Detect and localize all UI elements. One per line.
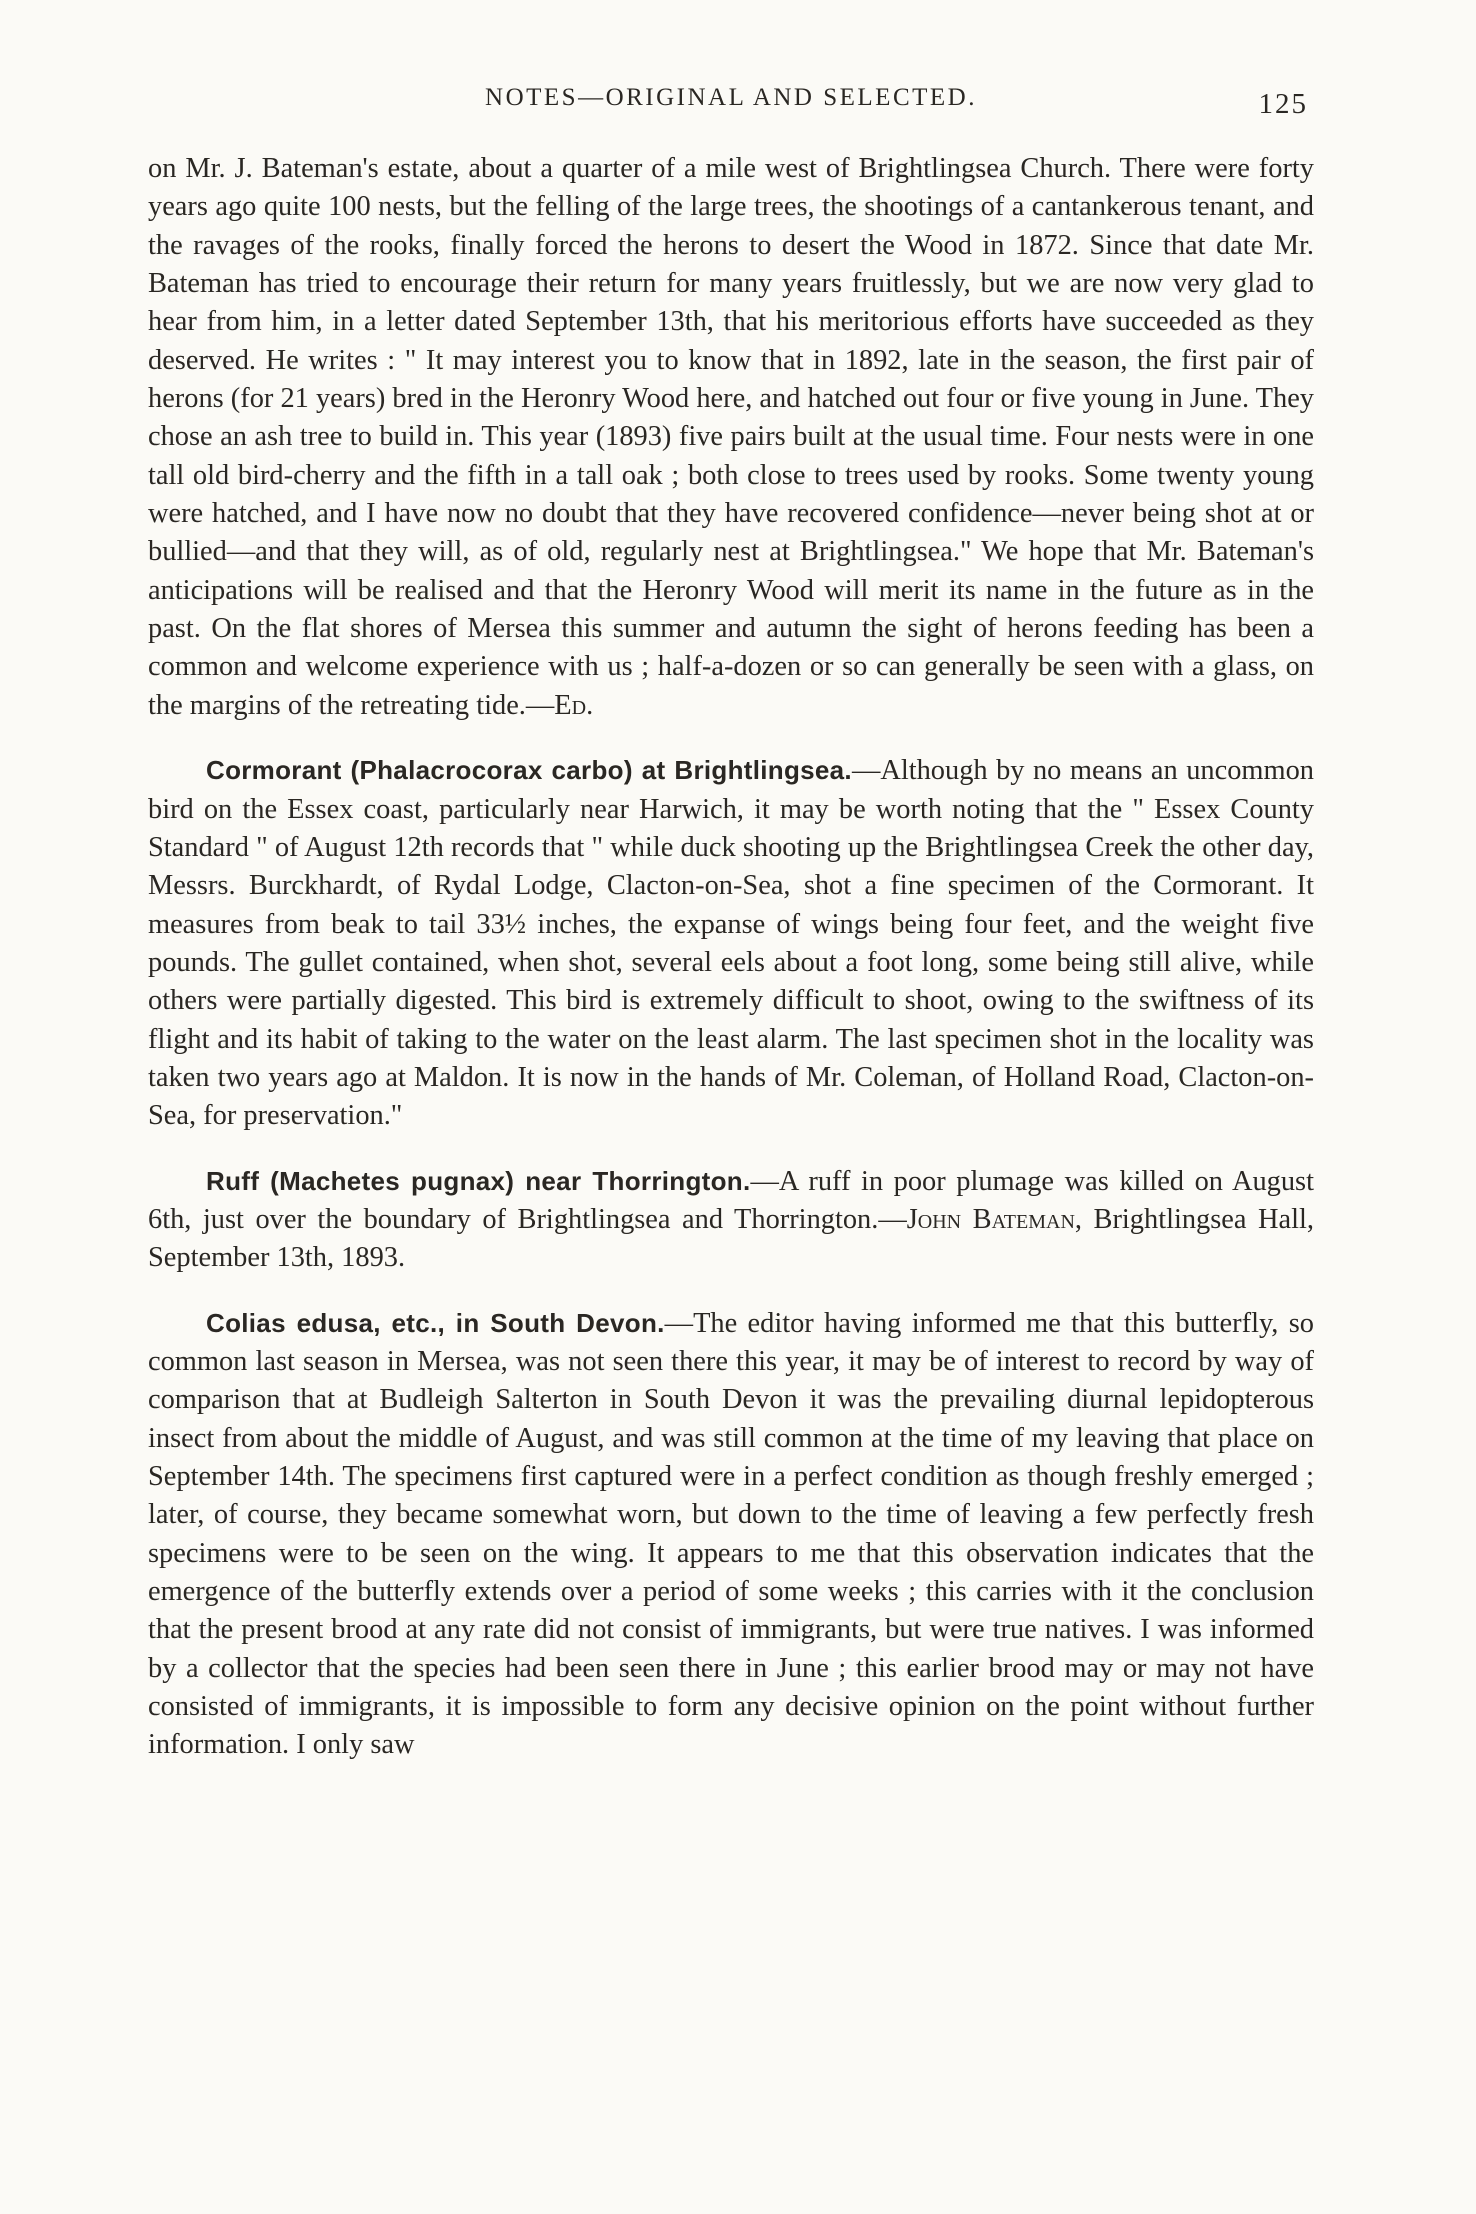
note-heading: Cormorant (Phalacrocorax carbo) at Brightlingsea. [206,755,852,786]
paragraph-text: —Although by no means an uncommon bird on the Essex coast, particularly near Harwich, it may be worth noting that the " Essex County Standard " of August 12th records that " while duck shooting up the Brightlingsea Creek the other day, Messrs. Burckhardt, of Rydal Lodge, Clacton-on-Sea, shot a fine specimen of the Cormorant. It measures from beak to tail 33½ inches, the expanse of wings being four feet, and the weight five pounds. The gullet contained, when shot, several eels about a foot long, some being still alive, while others were partially digested. This bird is extremely difficult to shoot, owing to the swiftness of its flight and its habit of taking to the water on the least alarm. The last specimen shot in the locality was taken two years ago at Maldon. It is now in the hands of Mr. Coleman, of Holland Road, Clacton-on-Sea, for preservation." [148,755,1314,1132]
colias-note [148,1304,1314,1765]
running-title: NOTES—ORIGINAL AND SELECTED. [485,84,977,111]
running-head [148,82,1314,122]
note-heading: Ruff (Machetes pugnax) near Thorrington. [206,1165,751,1196]
note-heading: Colias edusa, etc., in South Devon. [206,1307,665,1338]
paragraph-text: —The editor having informed me that this butterfly, so common last season in Mersea, was not seen there this year, it may be of interest to record by way of comparison that at Budleigh Salterton in South Devon it was the prevailing diurnal lepidopterous insect from about the middle of August, and was still common at the time of my leaving that place on September 14th. The specimens first captured were in a perfect condition as though freshly emerged ; later, of course, they became somewhat worn, but down to the time of leaving a few perfectly fresh specimens were to be seen on the wing. It appears to me that this observation indicates that the emergence of the butterfly extends over a period of some weeks ; this carries with it the conclusion that the present brood at any rate did not consist of immigrants, but were true natives. I was informed by a collector that the species had been seen there in June ; this earlier brood may or may not have consisted of immigrants, it is impossible to form any decisive opinion on the point without further information. I only saw [148,1307,1314,1761]
signature-trailer: , Brightlingsea Hall, September 13th, 1893. [148,1203,1314,1274]
paragraph-text: —A ruff in poor plumage was killed on August 6th, just over the boundary of Brightlingsea and Thorrington.— [148,1165,1314,1235]
paragraph-text: on Mr. J. Bateman's estate, about a quarter of a mile west of Brightlingsea Church. There were forty years ago quite 100 nests, but the felling of the large trees, the shootings of a cantankerous tenant, and the ravages of the rooks, finally forced the herons to desert the Wood in 1872. Since that date Mr. Bateman has tried to encourage their return for many years fruitlessly, but we are now very glad to hear from him, in a letter dated September 13th, that his meritorious efforts have succeeded as they deserved. He writes : " It may interest you to know that in 1892, late in the season, the first pair of herons (for 21 years) bred in the Heronry Wood here, and hatched out four or five young in June. They chose an ash tree to build in. This year (1893) five pairs built at the usual time. Four nests were in one tall old bird-cherry and the fifth in a tall oak ; both close to trees used by rooks. Some twenty young were hatched, and I have now no doubt that they have recovered confidence—never being shot at or bullied—and that they will, as of old, regularly nest at Brightlingsea." We hope that Mr. Bateman's anticipations will be realised and that the Heronry Wood will merit its name in the future as in the past. On the flat shores of Mersea this summer and autumn the sight of herons feeding has been a common and welcome experience with us ; half-a-dozen or so can generally be seen with a glass, on the margins of the retreating tide.— [148,153,1314,721]
cormorant-note [148,751,1314,1135]
author-signature: John Bateman [906,1203,1075,1235]
page-number: 125 [1258,88,1308,120]
ruff-note [148,1162,1314,1278]
editor-signature: Ed. [554,689,594,721]
page-body [148,150,1314,1765]
heronry-note-continuation [148,150,1314,725]
